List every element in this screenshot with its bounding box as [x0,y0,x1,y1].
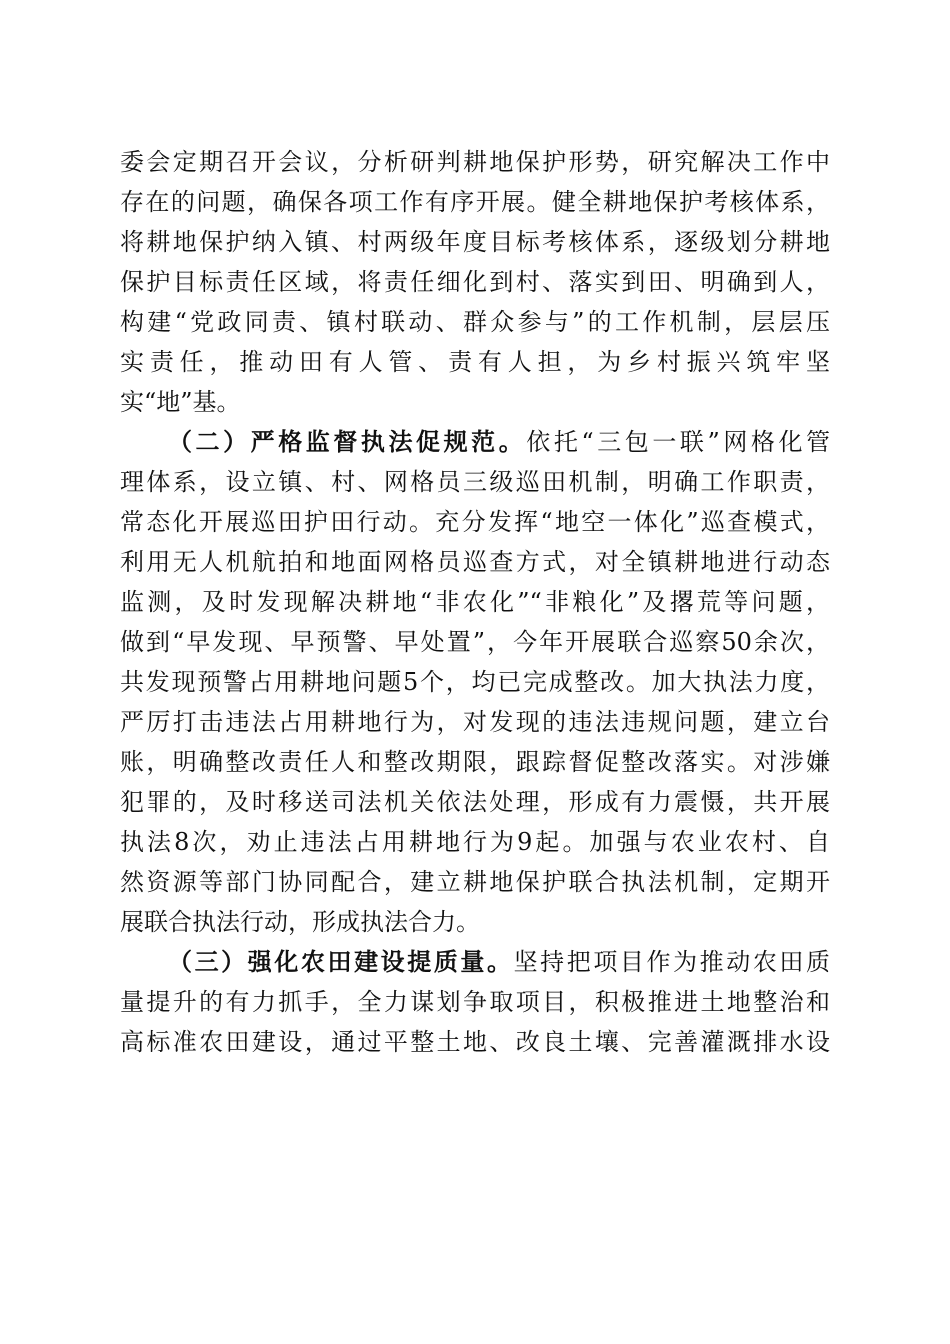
paragraph-line: 委会定期召开会议，分析研判耕地保护形势，研究解决工作中 [120,148,830,176]
paragraph-1 [120,142,830,422]
paragraph-2 [120,422,830,942]
paragraph-line: 执法8次，劝止违法占用耕地行为9起。加强与农业农村、自 [120,828,830,856]
paragraph-line: 严厉打击违法占用耕地行为，对发现的违法违规问题，建立台 [120,708,830,736]
paragraph-line: 理体系，设立镇、村、网格员三级巡田机制，明确工作职责， [120,468,830,496]
paragraph-line: 共发现预警占用耕地问题5个，均已完成整改。加大执法力度， [120,668,830,696]
paragraph-3 [120,942,830,1062]
paragraph-first-line [120,942,830,982]
paragraph-line: 展联合执法行动，形成执法合力。 [120,908,480,936]
paragraph-line: 账，明确整改责任人和整改期限，跟踪督促整改落实。对涉嫌 [120,748,830,776]
section-heading: （三）强化农田建设提质量。 [168,948,514,976]
paragraph-line: 将耕地保护纳入镇、村两级年度目标考核体系，逐级划分耕地 [120,228,830,256]
paragraph-line: 做到“早发现、早预警、早处置”，今年开展联合巡察50余次， [120,628,830,656]
paragraph-line: 量提升的有力抓手，全力谋划争取项目，积极推进土地整治和 [120,988,830,1016]
paragraph-line: 高标准农田建设，通过平整土地、改良土壤、完善灌溉排水设 [120,1028,830,1056]
paragraph-line: 存在的问题，确保各项工作有序开展。健全耕地保护考核体系， [120,188,830,216]
paragraph-line: 构建“党政同责、镇村联动、群众参与”的工作机制，层层压 [120,308,830,336]
paragraph-line: 常态化开展巡田护田行动。充分发挥“地空一体化”巡查模式， [120,508,830,536]
document-body [120,142,830,1062]
paragraph-line: 保护目标责任区域，将责任细化到村、落实到田、明确到人， [120,268,830,296]
paragraph-line: 实责任，推动田有人管、责有人担，为乡村振兴筑牢坚 [120,348,830,376]
heading-line-text: 依托“三包一联”网格化管 [526,428,831,456]
paragraph-line: 犯罪的，及时移送司法机关依法处理，形成有力震慑，共开展 [120,788,830,816]
heading-line-text: 坚持把项目作为推动农田质 [513,948,831,976]
paragraph-line: 监测，及时发现解决耕地“非农化”“非粮化”及撂荒等问题， [120,588,830,616]
paragraph-line: 然资源等部门协同配合，建立耕地保护联合执法机制，定期开 [120,868,830,896]
paragraph-line: 实“地”基。 [120,388,241,416]
paragraph-first-line [120,422,830,462]
section-heading: （二）严格监督执法促规范。 [168,428,527,456]
paragraph-line: 利用无人机航拍和地面网格员巡查方式，对全镇耕地进行动态 [120,548,830,576]
